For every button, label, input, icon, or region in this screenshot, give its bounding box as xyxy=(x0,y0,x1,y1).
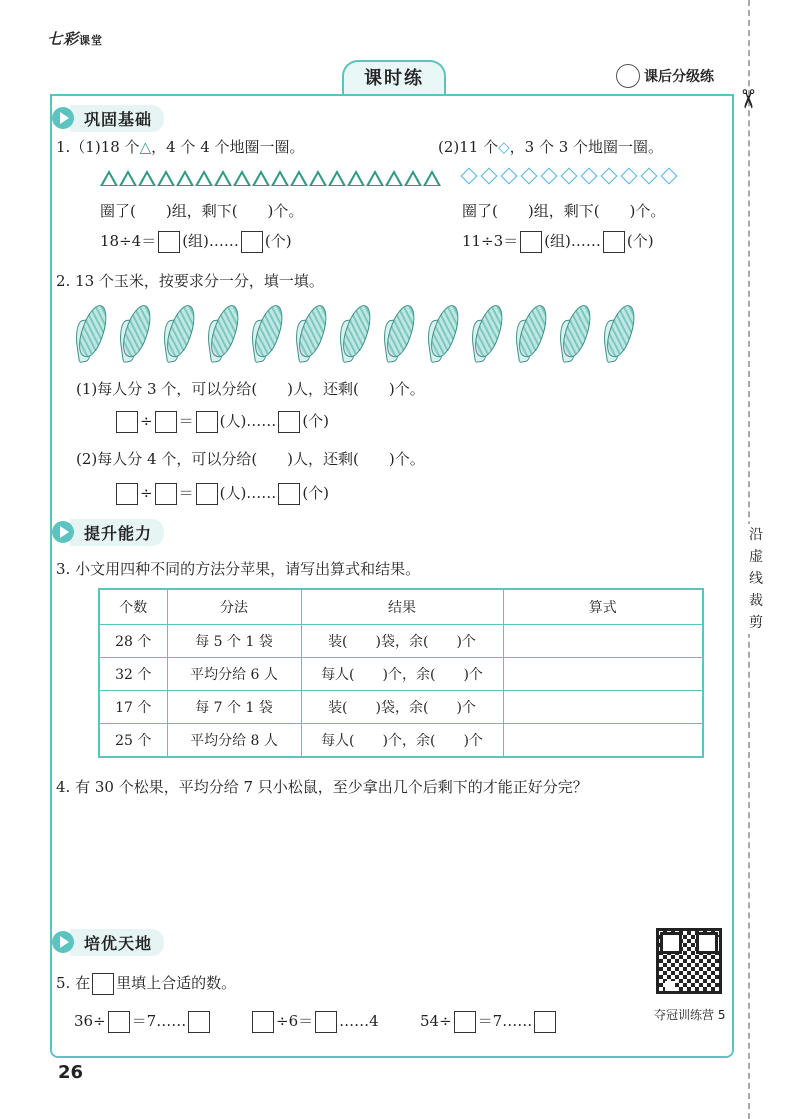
q1-left-title: 1.（1)18 个△，4 个 4 个地圈一圈。 xyxy=(56,138,305,156)
corn-image[interactable] xyxy=(118,302,151,360)
triangle-shape[interactable] xyxy=(100,170,118,186)
q2-part2: (2)每人分 4 个，可以分给( )人，还剩( )个。 xyxy=(76,450,425,468)
cell-count: 25 个 xyxy=(99,724,167,758)
scissors-icon: ✂ xyxy=(731,88,762,110)
corn-image[interactable] xyxy=(294,302,327,360)
q1-left-equation: 18÷4＝ (组)…… (个) xyxy=(100,230,292,253)
q3-title: 3. 小文用四种不同的方法分苹果，请写出算式和结果。 xyxy=(56,560,421,578)
triangle-shape[interactable] xyxy=(404,170,422,186)
answer-box[interactable] xyxy=(520,231,542,253)
answer-box[interactable] xyxy=(116,483,138,505)
triangle-shape[interactable] xyxy=(328,170,346,186)
diamond-icon: ◇ xyxy=(498,138,510,156)
q2-part1: (1)每人分 3 个，可以分给( )人，还剩( )个。 xyxy=(76,380,425,398)
corn-row xyxy=(74,302,635,360)
section-label: 提升能力 xyxy=(70,519,164,546)
corn-image[interactable] xyxy=(74,302,107,360)
triangle-shape[interactable] xyxy=(119,170,137,186)
qr-caption: 夺冠训练营 5 xyxy=(654,1008,726,1022)
answer-box[interactable] xyxy=(158,231,180,253)
answer-box[interactable] xyxy=(108,1011,130,1033)
cell-result[interactable]: 每人( )个，余( )个 xyxy=(301,724,503,758)
triangle-shape[interactable] xyxy=(309,170,327,186)
diamond-shape[interactable] xyxy=(601,168,618,185)
triangle-shape[interactable] xyxy=(252,170,270,186)
answer-box[interactable] xyxy=(252,1011,274,1033)
answer-box[interactable] xyxy=(116,411,138,433)
answer-box[interactable] xyxy=(241,231,263,253)
table-header: 个数 xyxy=(99,589,167,625)
diamond-row xyxy=(460,167,678,185)
diamond-shape[interactable] xyxy=(621,168,638,185)
q2-part1-equation: ÷ ＝ (人)…… (个) xyxy=(114,410,329,433)
corn-image[interactable] xyxy=(338,302,371,360)
cell-formula[interactable] xyxy=(503,724,703,758)
diamond-shape[interactable] xyxy=(521,168,538,185)
answer-box[interactable] xyxy=(278,483,300,505)
apple-table xyxy=(98,588,704,758)
cell-count: 32 个 xyxy=(99,658,167,691)
table-row xyxy=(99,691,703,724)
play-icon xyxy=(52,521,74,543)
answer-box[interactable] xyxy=(188,1011,210,1033)
cell-result[interactable]: 每人( )个，余( )个 xyxy=(301,658,503,691)
triangle-icon: △ xyxy=(139,138,152,156)
cell-result[interactable]: 装( )袋，余( )个 xyxy=(301,691,503,724)
table-row xyxy=(99,658,703,691)
page-number: 26 xyxy=(58,1062,84,1083)
cell-formula[interactable] xyxy=(503,625,703,658)
cell-method: 每 5 个 1 袋 xyxy=(167,625,301,658)
table-row xyxy=(99,625,703,658)
diamond-shape[interactable] xyxy=(541,168,558,185)
triangle-row xyxy=(100,170,441,186)
cut-instruction: 沿虚线裁剪 xyxy=(745,524,767,634)
q5-equation-1: 36÷ ＝7…… xyxy=(74,1010,212,1033)
corn-image[interactable] xyxy=(514,302,547,360)
sample-box xyxy=(92,973,114,995)
triangle-shape[interactable] xyxy=(347,170,365,186)
section-improve xyxy=(52,520,164,544)
q4-text: 4. 有 30 个松果，平均分给 7 只小松鼠，至少拿出几个后剩下的才能正好分完？ xyxy=(56,778,588,796)
triangle-shape[interactable] xyxy=(157,170,175,186)
triangle-shape[interactable] xyxy=(385,170,403,186)
corn-image[interactable] xyxy=(426,302,459,360)
q5-equation-2: ÷6＝ ……4 xyxy=(250,1010,379,1033)
triangle-shape[interactable] xyxy=(176,170,194,186)
q5-title: 5. 在 里填上合适的数。 xyxy=(56,972,236,995)
answer-box[interactable] xyxy=(315,1011,337,1033)
cell-formula[interactable] xyxy=(503,658,703,691)
triangle-shape[interactable] xyxy=(290,170,308,186)
answer-box[interactable] xyxy=(196,411,218,433)
q5-equation-3: 54÷ ＝7…… xyxy=(420,1010,558,1033)
page-title: 课时练 xyxy=(342,60,446,96)
triangle-shape[interactable] xyxy=(423,170,441,186)
answer-box[interactable] xyxy=(196,483,218,505)
corn-image[interactable] xyxy=(382,302,415,360)
cell-count: 17 个 xyxy=(99,691,167,724)
triangle-shape[interactable] xyxy=(214,170,232,186)
triangle-shape[interactable] xyxy=(366,170,384,186)
answer-box[interactable] xyxy=(155,411,177,433)
diamond-shape[interactable] xyxy=(641,168,658,185)
corn-image[interactable] xyxy=(602,302,635,360)
q2-part2-equation: ÷ ＝ (人)…… (个) xyxy=(114,482,329,505)
section-label: 巩固基础 xyxy=(70,105,164,132)
diamond-shape[interactable] xyxy=(561,168,578,185)
section-label: 培优天地 xyxy=(70,929,164,956)
triangle-shape[interactable] xyxy=(271,170,289,186)
triangle-shape[interactable] xyxy=(195,170,213,186)
play-icon xyxy=(52,931,74,953)
table-header: 算式 xyxy=(503,589,703,625)
answer-box[interactable] xyxy=(603,231,625,253)
cell-formula[interactable] xyxy=(503,691,703,724)
q1-left-circle-line: 圈了( )组，剩下( )个。 xyxy=(100,202,304,220)
q2-title: 2. 13 个玉米，按要求分一分，填一填。 xyxy=(56,272,324,290)
corn-image[interactable] xyxy=(162,302,195,360)
diamond-shape[interactable] xyxy=(501,168,518,185)
cell-method: 平均分给 8 人 xyxy=(167,724,301,758)
grade-label: 课后分级练 xyxy=(644,69,714,85)
answer-box[interactable] xyxy=(155,483,177,505)
table-header: 分法 xyxy=(167,589,301,625)
play-icon xyxy=(52,107,74,129)
triangle-shape[interactable] xyxy=(138,170,156,186)
diamond-shape[interactable] xyxy=(481,168,498,185)
corn-image[interactable] xyxy=(558,302,591,360)
cell-count: 28 个 xyxy=(99,625,167,658)
cell-result[interactable]: 装( )袋，余( )个 xyxy=(301,625,503,658)
cell-method: 平均分给 6 人 xyxy=(167,658,301,691)
diamond-shape[interactable] xyxy=(581,168,598,185)
section-advanced xyxy=(52,930,164,954)
cell-method: 每 7 个 1 袋 xyxy=(167,691,301,724)
corn-image[interactable] xyxy=(250,302,283,360)
section-basic xyxy=(52,106,164,130)
q1-right-equation: 11÷3＝ (组)…… (个) xyxy=(462,230,654,253)
corn-image[interactable] xyxy=(206,302,239,360)
qr-code[interactable] xyxy=(656,928,722,994)
answer-box[interactable] xyxy=(278,411,300,433)
answer-box[interactable] xyxy=(534,1011,556,1033)
triangle-shape[interactable] xyxy=(233,170,251,186)
table-row xyxy=(99,724,703,758)
brand-logo: 七彩课堂 xyxy=(47,30,104,48)
corn-image[interactable] xyxy=(470,302,503,360)
diamond-shape[interactable] xyxy=(461,168,478,185)
diamond-shape[interactable] xyxy=(661,168,678,185)
answer-box[interactable] xyxy=(454,1011,476,1033)
q1-right-title: (2)11 个◇，3 个 3 个地圈一圈。 xyxy=(438,138,664,156)
q1-right-circle-line: 圈了( )组，剩下( )个。 xyxy=(462,202,666,220)
table-header: 结果 xyxy=(301,589,503,625)
